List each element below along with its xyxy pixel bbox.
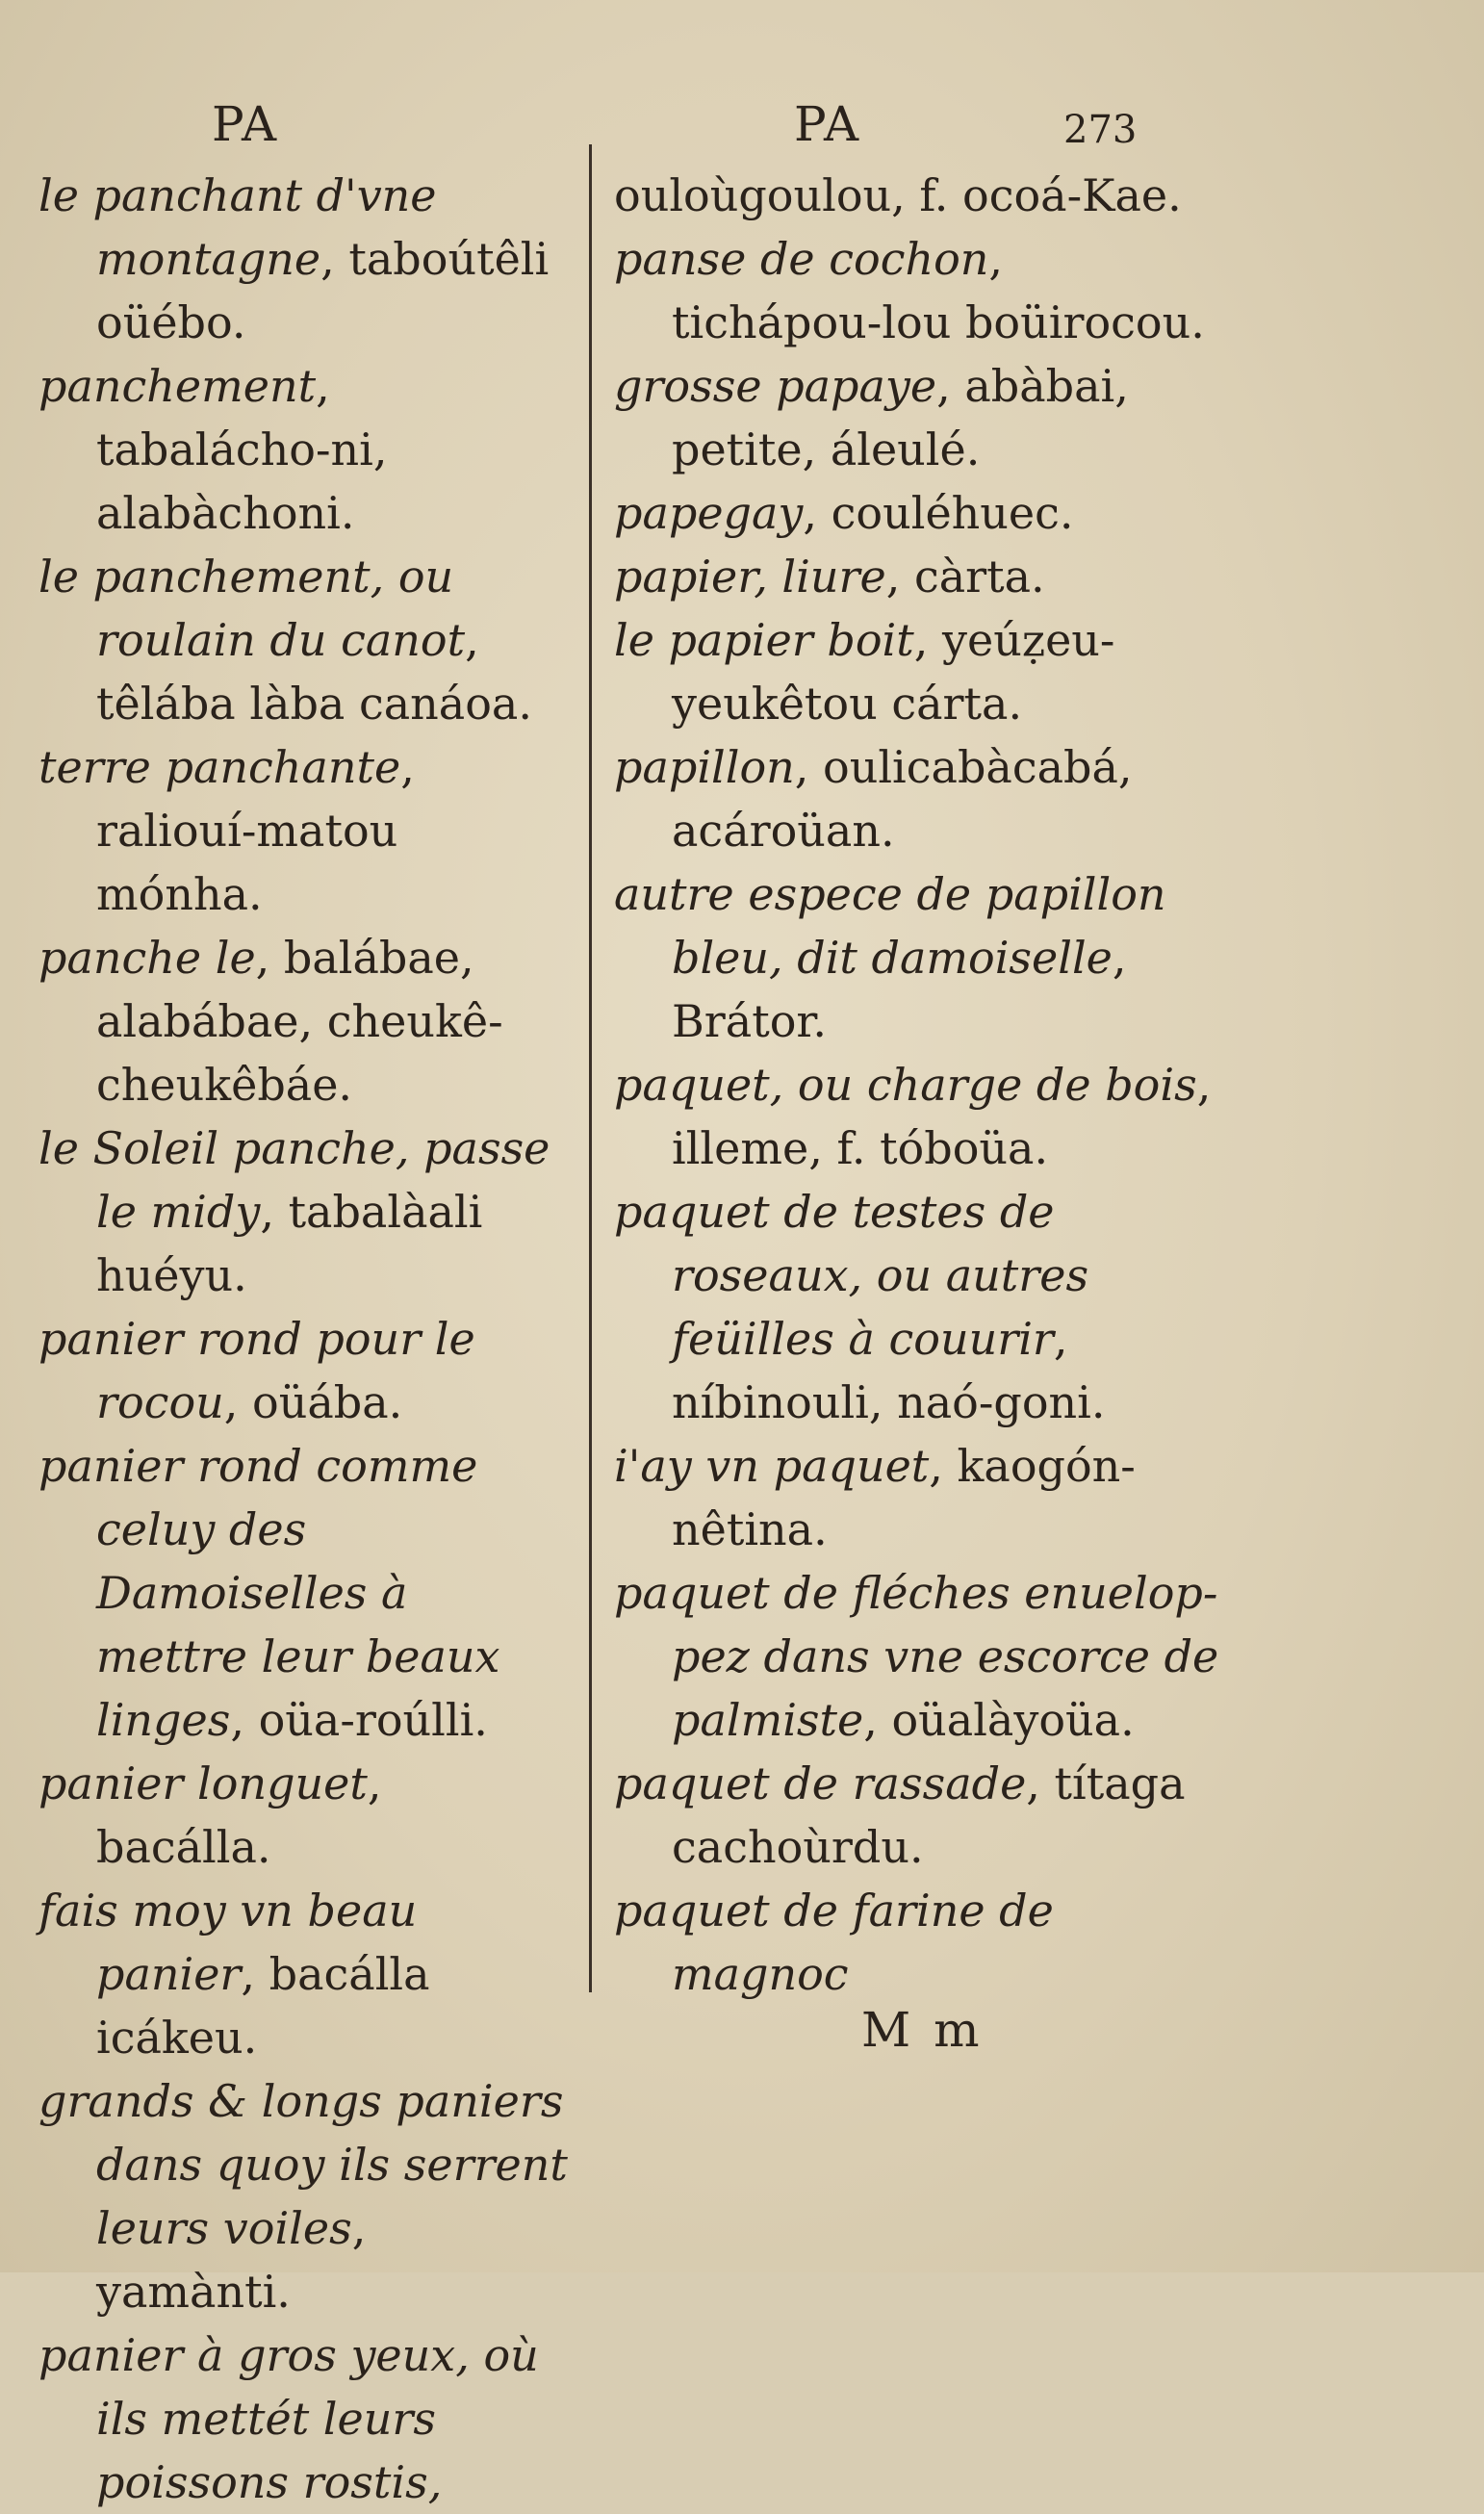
dictionary-entry xyxy=(29,354,568,545)
definition: , abàbai, petite, áleulé. xyxy=(672,360,1129,475)
headword: le Soleil panche, passe le midy xyxy=(38,1122,550,1238)
definition: , couléhuec. xyxy=(803,487,1074,539)
headword: terre panchante xyxy=(38,741,401,793)
definition: , bacálla icákeu. xyxy=(96,1948,430,2064)
definition: , oüába. xyxy=(223,1376,403,1428)
dictionary-entry xyxy=(29,1116,568,1307)
definition: , illeme, f. tóboüa. xyxy=(672,1059,1212,1174)
headword: paquet de testes de roseaux, ou autres feüilles à couurir xyxy=(614,1186,1089,1365)
dictionary-entry xyxy=(604,735,1220,862)
headword: i'ay vn paquet xyxy=(614,1440,930,1492)
headword: fais moy vn beau panier xyxy=(38,1885,418,2000)
dictionary-entry xyxy=(29,2069,568,2323)
dictionary-entry xyxy=(604,354,1220,481)
definition: ouloùgoulou, f. ocoá-Kae. xyxy=(614,169,1182,221)
dictionary-entry xyxy=(604,608,1220,735)
headword: panier rond comme celuy des Damoiselles à mettre leur beaux linges xyxy=(38,1440,500,1746)
dictionary-entry xyxy=(29,1752,568,1879)
headword: panche le xyxy=(38,932,256,984)
column-divider xyxy=(589,144,592,1992)
running-head-right: PA xyxy=(794,96,861,152)
headword: autre espece de papillon bleu, dit damoiselle xyxy=(614,868,1166,984)
definition: , tichápou-lou boüirocou. xyxy=(672,233,1205,348)
definition: , Brátor. xyxy=(672,932,1127,1047)
headword: paquet, ou charge de bois xyxy=(614,1059,1197,1111)
signature-mark: M m xyxy=(861,2002,984,2058)
headword: grands & longs paniers dans quoy ils serrent leurs voiles xyxy=(38,2075,568,2254)
dictionary-entry xyxy=(29,1879,568,2069)
dictionary-entry xyxy=(29,2323,568,2514)
page-number: 273 xyxy=(1063,108,1138,152)
headword: papillon xyxy=(614,741,795,793)
definition: , níbinouli, naó-goni. xyxy=(672,1313,1106,1428)
definition: , oulicabàcabá, acároüan. xyxy=(672,741,1133,857)
headword: panse de cochon xyxy=(614,233,989,285)
definition: , yamànti. xyxy=(96,2202,367,2318)
dictionary-entry xyxy=(604,1180,1220,1434)
dictionary-entry xyxy=(604,1752,1220,1879)
dictionary-entry xyxy=(604,227,1220,354)
headword: papier, liure xyxy=(614,551,886,603)
right-column xyxy=(604,164,1220,2006)
dictionary-entry xyxy=(604,1053,1220,1180)
headword: le papier boit xyxy=(614,614,914,666)
definition: , oüalàyoüa. xyxy=(863,1694,1135,1746)
headword: paquet de fléches enuelop-pez dans vne escorce de palmiste xyxy=(614,1567,1219,1746)
dictionary-entry xyxy=(604,1434,1220,1561)
headword: panier longuet xyxy=(38,1757,368,1809)
headword: paquet de farine de magnoc xyxy=(614,1885,1054,2000)
definition: , raliouí-matou mónha. xyxy=(96,741,415,920)
dictionary-entry xyxy=(604,1879,1220,2006)
definition: , têlába làba canáoa. xyxy=(96,614,532,730)
headword: papegay xyxy=(614,487,804,539)
definition: , càrta. xyxy=(885,551,1045,603)
dictionary-entry xyxy=(604,545,1220,608)
definition: , balábae, alabábae, cheukê-cheukêbáe. xyxy=(96,932,503,1111)
headword: panchement xyxy=(38,360,317,412)
definition: , kaogón-nêtina. xyxy=(672,1440,1136,1555)
running-head-left: PA xyxy=(212,96,279,152)
dictionary-entry xyxy=(29,1434,568,1752)
dictionary-entry xyxy=(604,1561,1220,1752)
headword: grosse papaye xyxy=(614,360,937,412)
dictionary-entry xyxy=(29,735,568,926)
dictionary-entry xyxy=(29,164,568,354)
headword: panier rond pour le rocou xyxy=(38,1313,475,1428)
definition: , taboútêli oüébo. xyxy=(96,233,550,348)
headword: le panchant d'vne montagne xyxy=(38,169,437,285)
dictionary-entry xyxy=(604,481,1220,545)
left-column xyxy=(29,164,568,2514)
headword: paquet de rassade xyxy=(614,1757,1027,1809)
dictionary-entry xyxy=(29,926,568,1116)
definition: , yeúẓeu-yeukêtou cárta. xyxy=(672,614,1115,730)
dictionary-entry xyxy=(29,545,568,735)
headword: panier à gros yeux, où ils mettét leurs poissons rostis, xyxy=(38,2329,539,2508)
headword: le panchement, ou roulain du canot xyxy=(38,551,466,666)
definition: , tabalácho-ni, alabàchoni. xyxy=(96,360,388,539)
definition: , títaga cachoùrdu. xyxy=(672,1757,1186,1873)
dictionary-entry xyxy=(29,1307,568,1434)
definition: , bacálla. xyxy=(96,1757,382,1873)
dictionary-entry xyxy=(604,164,1220,227)
definition: , tabalàali huéyu. xyxy=(96,1186,483,1301)
definition: , oüa-roúlli. xyxy=(230,1694,488,1746)
dictionary-entry xyxy=(604,862,1220,1053)
